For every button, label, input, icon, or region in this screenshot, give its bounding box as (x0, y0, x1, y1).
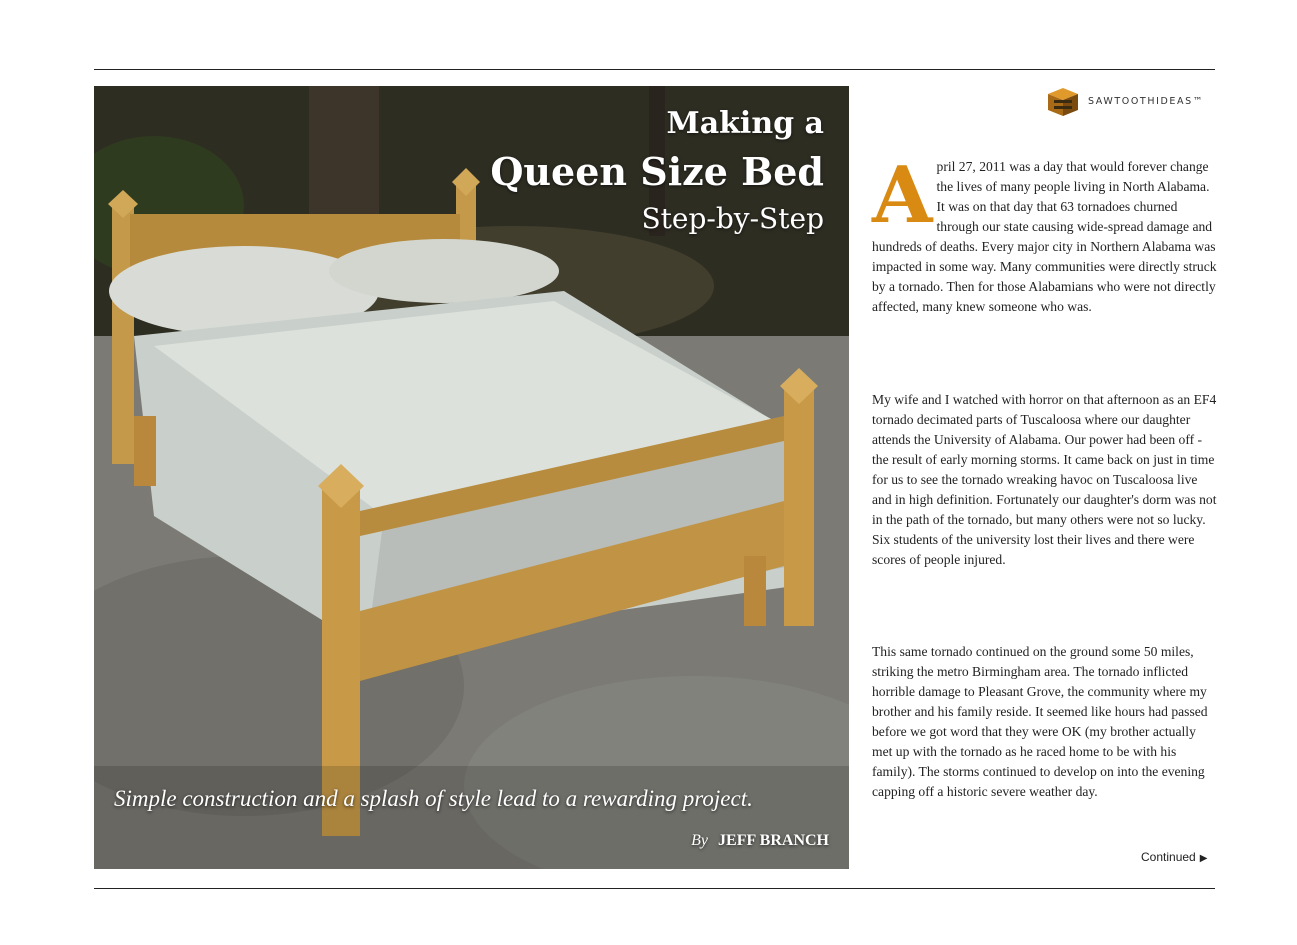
logo-text: SAWTOOTHIDEAS™ (1088, 96, 1204, 107)
title-line-2: Queen Size Bed (490, 149, 824, 194)
continued-label: Continued (1141, 850, 1196, 864)
sawtooth-logo (1046, 86, 1216, 118)
sawtooth-logo-icon (1046, 86, 1080, 118)
byline (691, 832, 829, 850)
paragraph-2: My wife and I watched with horror on that afternoon as an EF4 tornado decimated parts of Tuscaloosa where our daughter attends the University of Alabama. Our power had been off - the result of early morning storms. It came back on just in time for us to see the tornado wreaking havoc on Tuscaloosa live and in high definition. Fortunately our daughter's dorm was not in the path of the tornado, but many others were not so lucky. Six students of the university lost their lives and there were scores of people injured. (872, 392, 1217, 567)
author-name: JEFF BRANCH (718, 832, 829, 849)
bottom-rule (94, 888, 1215, 889)
byline-prefix: By (691, 832, 709, 849)
title-line-3: Step-by-Step (641, 202, 824, 235)
continued-link[interactable] (1141, 850, 1207, 864)
photo-caption: Simple construction and a splash of style lead to a rewarding project. (114, 786, 753, 811)
title-line-1: Making a (666, 106, 824, 141)
paragraph-3: This same tornado continued on the ground some 50 miles, striking the metro Birmingham area. The tornado inflicted horrible damage to Pleasant Grove, the community where my brother and his family reside. It seemed like hours had passed before we got word that they were OK (my brother actually met up with the tornado as he raced home to be with his family). The storms continued to develop on into the evening capping off a historic severe weather day. (872, 644, 1208, 799)
title-block (490, 104, 824, 238)
top-rule (94, 69, 1215, 70)
paragraph-1-text: pril 27, 2011 was a day that would forever change the lives of many people living in North Alabama. It was on that day that 63 tornadoes churned through our state causing wide-spread damage and hundreds of deaths. Every major city in Northern Alabama was impacted in some way. Many communities were directly struck by a tornado. Then for those Alabamians who were not directly affected, many knew someone who was. (872, 159, 1217, 314)
play-arrow-icon: ▶ (1199, 853, 1208, 864)
paragraph-1 (872, 150, 1218, 317)
bed-photo (94, 86, 849, 869)
dropcap: A (872, 150, 933, 241)
